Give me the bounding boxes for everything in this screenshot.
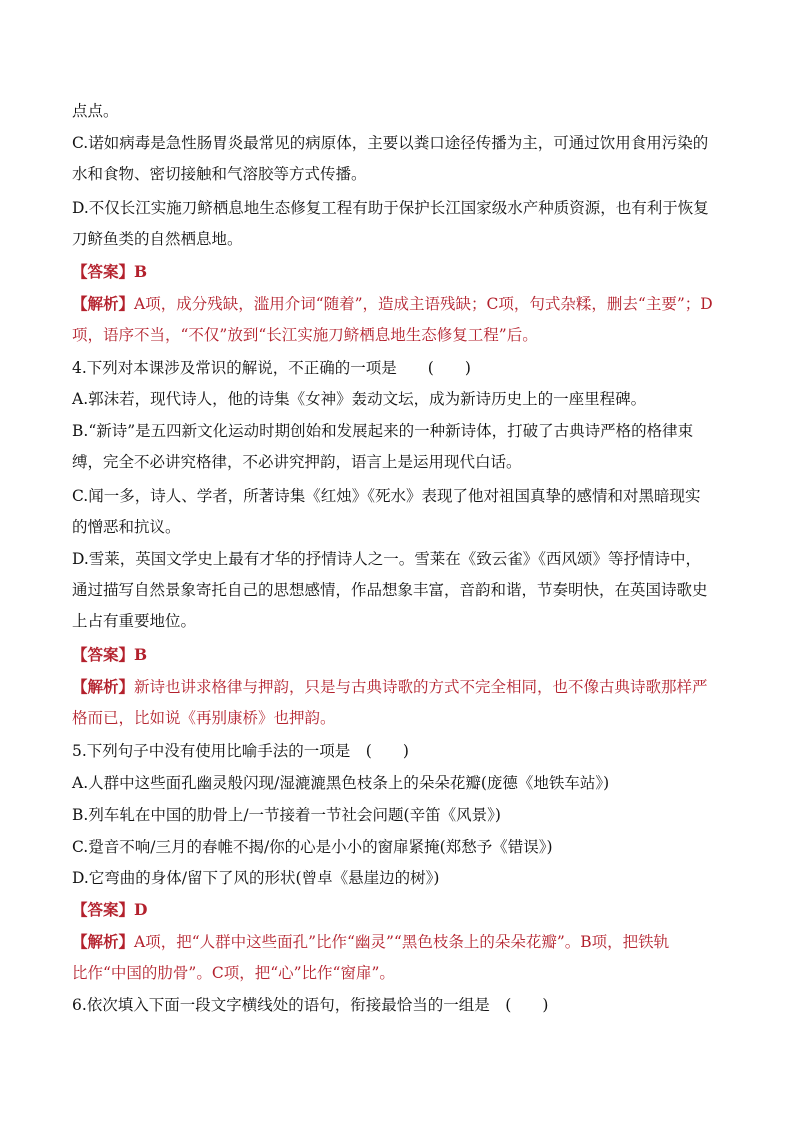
answer-value: B [134, 262, 148, 281]
q4-option-c-line1: C.闻一多，诗人、学者，所著诗集《红烛》《死水》表现了他对祖国真挚的感情和对黑暗现实 [72, 487, 701, 505]
q3-analysis-line2: 项，语序不当，“不仅”放到“长江实施刀鲚栖息地生态修复工程”后。 [72, 326, 538, 344]
q4-option-b-line1: B.“新诗”是五四新文化运动时期创始和发展起来的一种新诗体，打破了古典诗严格的格律束 [72, 422, 694, 440]
analysis-text: A项，把“人群中这些面孔”比作“幽灵”“黑色枝条上的朵朵花瓣”。B项，把铁轨 [134, 933, 670, 951]
answer-tag: 【答案】 [72, 645, 135, 664]
q5-option-a: A.人群中这些面孔幽灵般闪现/湿漉漉黑色枝条上的朵朵花瓣(庞德《地铁车站》) [72, 774, 610, 792]
q3-option-c-line1: C.诺如病毒是急性肠胃炎最常见的病原体，主要以粪口途径传播为主，可通过饮用食用污染的 [72, 134, 709, 152]
q5-analysis-line1 [72, 932, 669, 952]
q3-analysis-line1 [72, 294, 713, 314]
q4-analysis-line2: 格而已，比如说《再别康桥》也押韵。 [72, 709, 336, 727]
q4-option-d-line3: 上占有重要地位。 [72, 612, 197, 630]
q5-analysis-line2: 比作“中国的肋骨”。C项，把“心”比作“窗扉”。 [72, 964, 395, 982]
analysis-tag: 【解析】 [72, 932, 135, 951]
q5-answer [72, 900, 147, 920]
q4-option-d-line2: 通过描写自然景象寄托自己的思想感情，作品想象丰富，音韵和谐，节奏明快，在英国诗歌史 [72, 581, 708, 599]
q3-text-tail: 点点。 [72, 102, 119, 120]
answer-value: D [134, 900, 148, 919]
q4-option-c-line2: 的憎恶和抗议。 [72, 518, 181, 536]
q4-option-d-line1: D.雪莱，英国文学史上最有才华的抒情诗人之一。雪莱在《致云雀》《西风颂》等抒情诗中， [72, 550, 702, 568]
answer-tag: 【答案】 [72, 262, 135, 281]
q4-answer [72, 645, 147, 665]
q5-option-b: B.列车轧在中国的肋骨上/一节接着一节社会问题(辛笛《风景》) [72, 806, 501, 824]
analysis-tag: 【解析】 [72, 294, 135, 313]
q5-option-c: C.跫音不响/三月的春帷不揭/你的心是小小的窗扉紧掩(郑愁予《错误》) [72, 838, 553, 856]
q5-stem: 5.下列句子中没有使用比喻手法的一项是 ( ) [72, 742, 409, 760]
q3-option-d-line2: 刀鲚鱼类的自然栖息地。 [72, 230, 243, 248]
q5-option-d: D.它弯曲的身体/留下了风的形状(曾卓《悬崖边的树》) [72, 869, 440, 887]
q4-stem: 4.下列对本课涉及常识的解说，不正确的一项是 ( ) [72, 359, 471, 377]
q3-option-d-line1: D.不仅长江实施刀鲚栖息地生态修复工程有助于保护长江国家级水产种质资源，也有利于恢复 [72, 199, 709, 217]
q4-analysis-line1 [72, 677, 708, 697]
q6-stem: 6.依次填入下面一段文字横线处的语句，衔接最恰当的一组是 ( ) [72, 996, 549, 1014]
q4-option-b-line2: 缚，完全不必讲究格律，不必讲究押韵，语言上是运用现代白话。 [72, 453, 522, 471]
answer-value: B [134, 645, 148, 664]
q4-option-a: A.郭沫若，现代诗人，他的诗集《女神》轰动文坛，成为新诗历史上的一座里程碑。 [72, 390, 647, 408]
q3-answer [72, 262, 147, 282]
q3-option-c-line2: 水和食物、密切接触和气溶胶等方式传播。 [72, 165, 367, 183]
analysis-tag: 【解析】 [72, 677, 135, 696]
analysis-text: A项，成分残缺，滥用介词“随着”，造成主语残缺；C项，句式杂糅，删去“主要”；D [134, 295, 713, 313]
answer-tag: 【答案】 [72, 900, 135, 919]
analysis-text: 新诗也讲求格律与押韵，只是与古典诗歌的方式不完全相同，也不像古典诗歌那样严 [134, 678, 708, 696]
